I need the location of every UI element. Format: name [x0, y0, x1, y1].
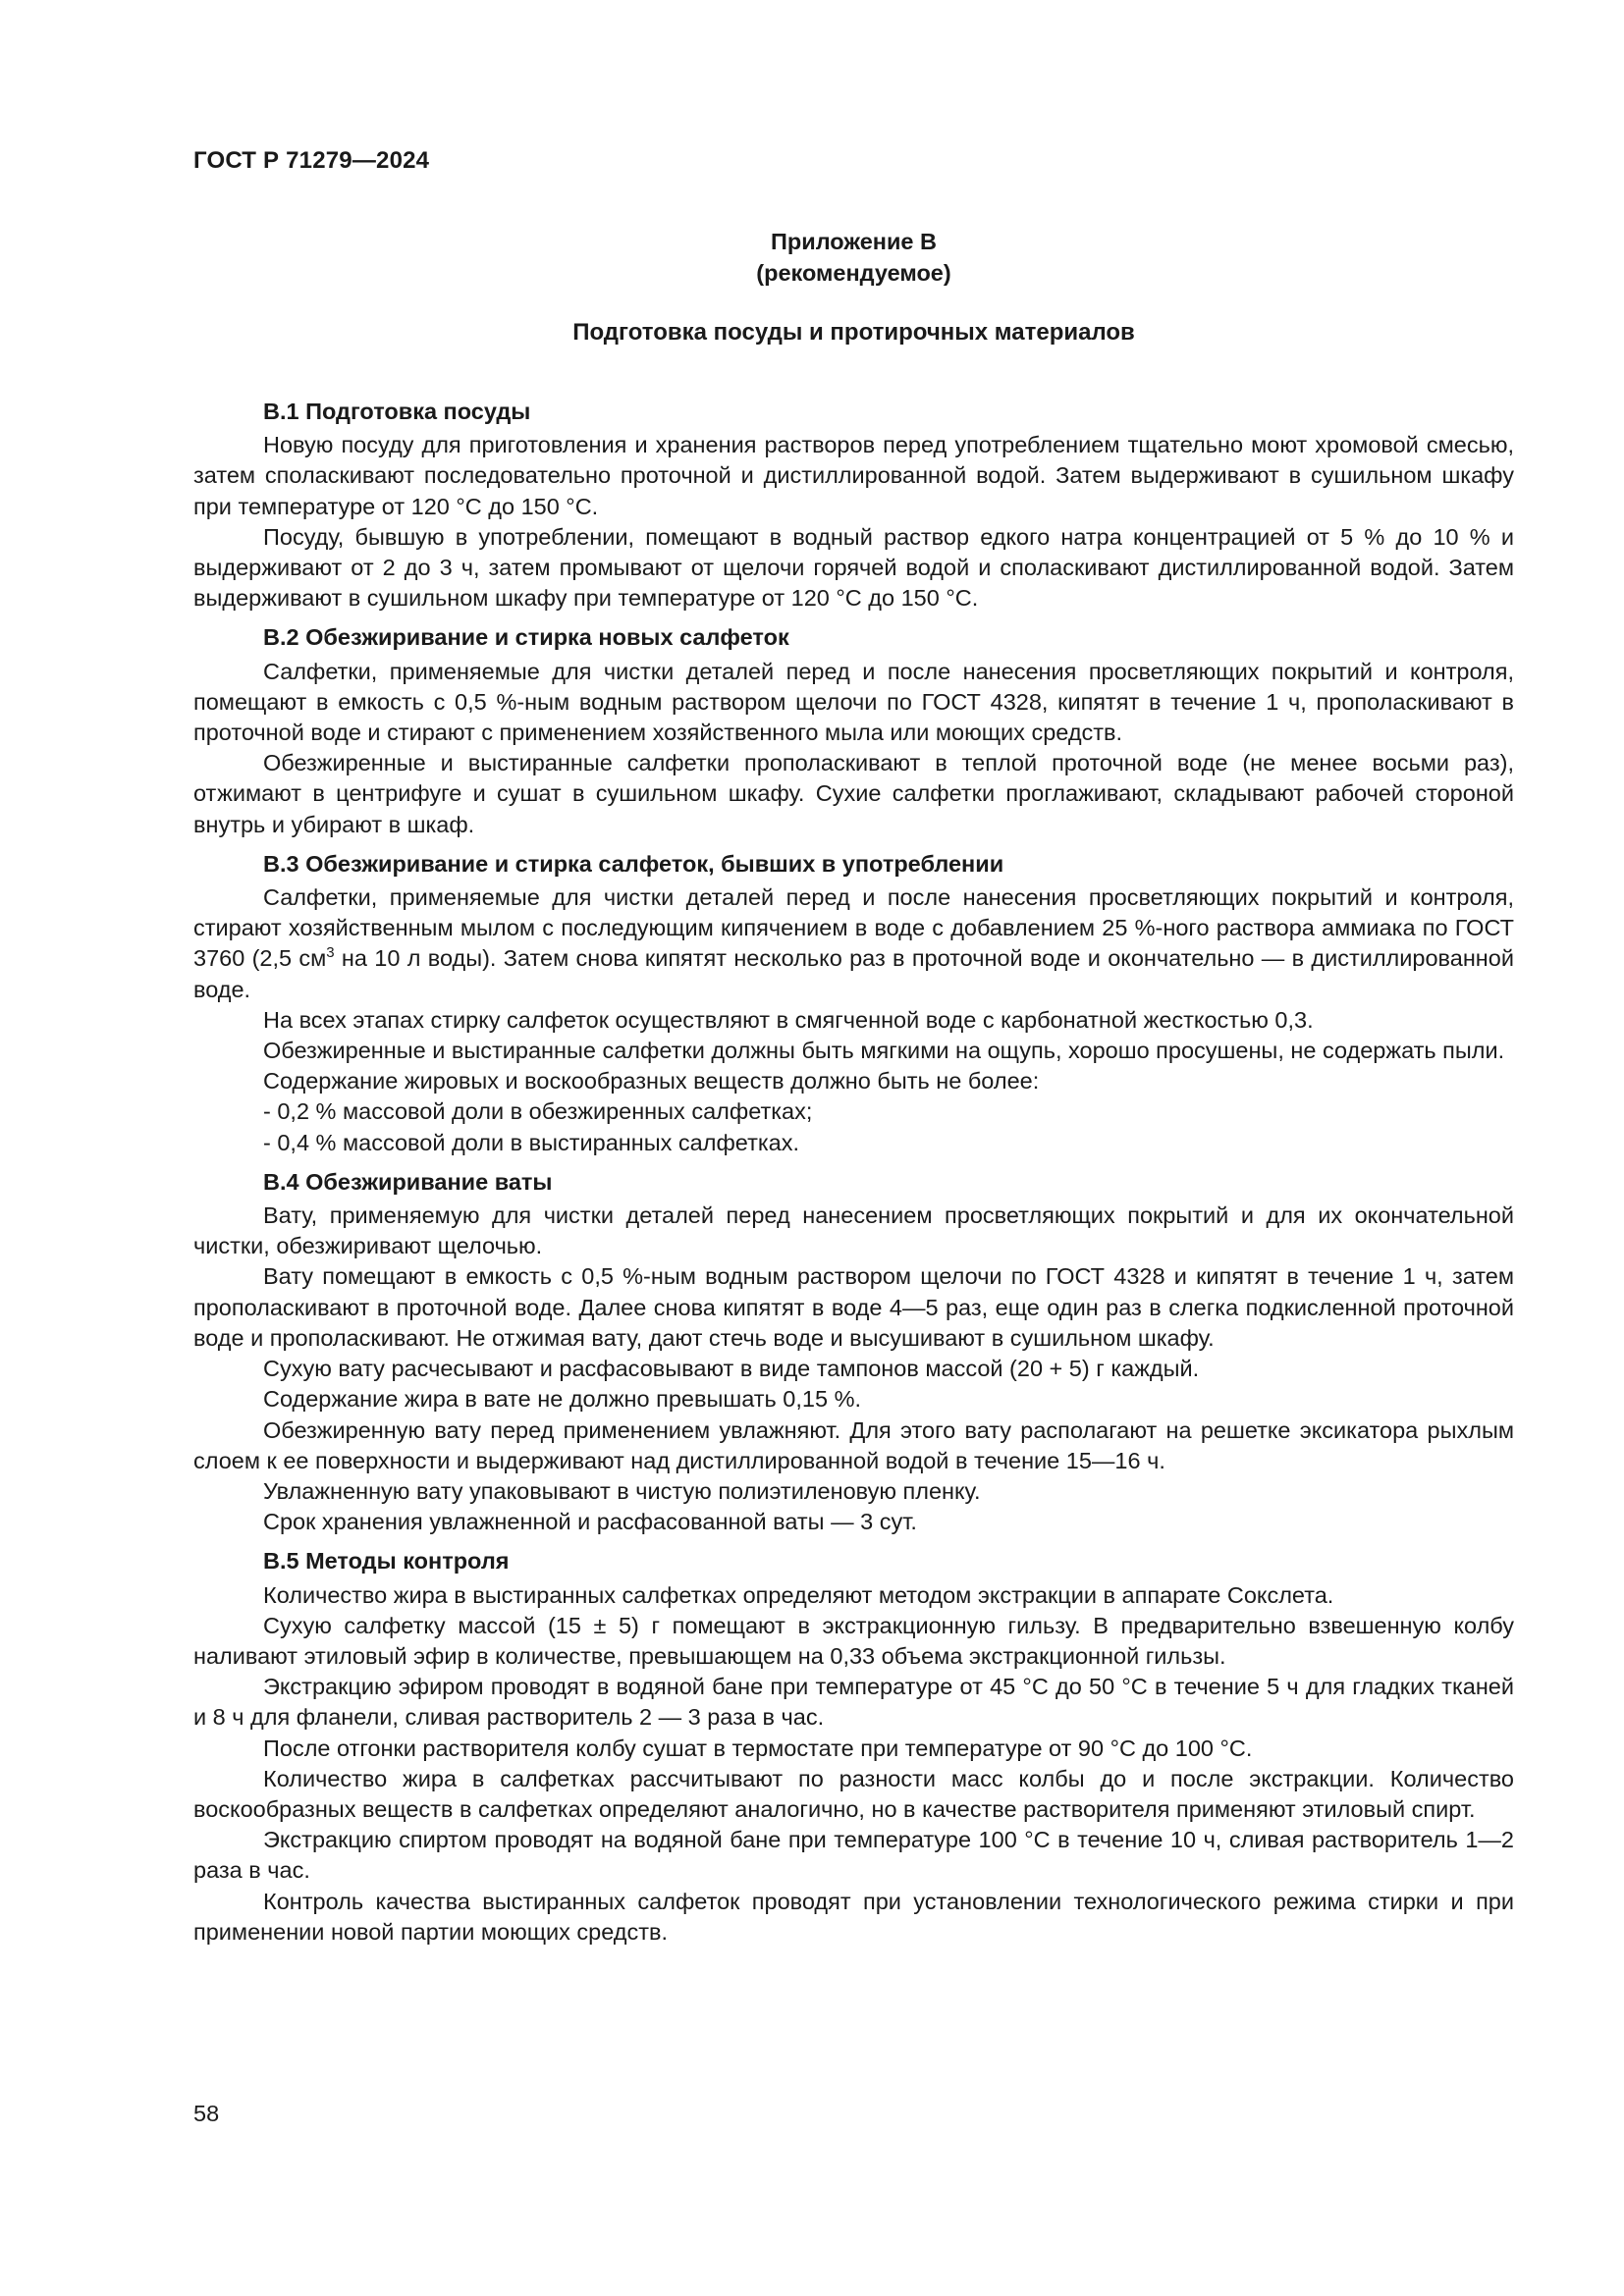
- paragraph: После отгонки растворителя колбу сушат в термостате при температуре от 90 °С до 100 °С.: [263, 1735, 1253, 1761]
- paragraph: Экстракцию эфиром проводят в водяной бане при температуре от 45 °С до 50 °С в течение 5 ч для гладких тканей и 8 ч для фланели, сливая растворитель 2 — 3 раза в час.: [193, 1674, 1514, 1731]
- paragraph: Сухую вату расчесывают и расфасовывают в виде тампонов массой (20 + 5) г каждый.: [263, 1356, 1200, 1382]
- paragraph: Увлажненную вату упаковывают в чистую полиэтиленовую пленку.: [263, 1477, 981, 1504]
- appendix-status: (рекомендуемое): [756, 260, 951, 286]
- paragraph: Экстракцию спиртом проводят на водяной бане при температуре 100 °С в течение 10 ч, сливая растворитель 1—2 раза в час.: [193, 1827, 1514, 1884]
- list-item: - 0,2 % массовой доли в обезжиренных салфетках;: [263, 1098, 813, 1125]
- paragraph: Вату помещают в емкость с 0,5 %-ным водным раствором щелочи по ГОСТ 4328 и кипятят в течение 1 ч, затем прополаскивают в проточной воде. Далее снова кипятят в воде 4—5 раз, еще один раз в слегка подкисленной проточной воде и прополаскивают. Не отжимая вату, дают стечь воде и высушивают в сушильном шкафу.: [193, 1263, 1514, 1351]
- paragraph: Количество жира в салфетках рассчитывают по разности масс колбы до и после экстракции. Количество воскообразных веществ в салфетках определяют аналогично, но в качестве растворителя применяют этиловый спирт.: [193, 1765, 1514, 1822]
- section-heading: В.2 Обезжиривание и стирка новых салфеток: [263, 624, 789, 651]
- paragraph: Вату, применяемую для чистки деталей перед нанесением просветляющих покрытий и для их окончательной чистки, обезжиривают щелочью.: [193, 1202, 1514, 1259]
- paragraph: Новую посуду для приготовления и хранения растворов перед употреблением тщательно моют хромовой смесью, затем споласкивают последовательно проточной и дистиллированной водой. Затем выдерживают в сушильном шкафу при температуре от 120 °С до 150 °С.: [193, 432, 1514, 519]
- paragraph: Контроль качества выстиранных салфеток проводят при установлении технологического режима стирки и при применении новой партии моющих средств.: [193, 1888, 1514, 1945]
- appendix-label: Приложение В: [771, 229, 937, 254]
- paragraph: Посуду, бывшую в употреблении, помещают в водный раствор едкого натра концентрацией от 5 % до 10 % и выдерживают от 2 до 3 ч, затем промывают от щелочи горячей водой и споласкивают дистиллированной водой. Затем выдерживают в сушильном шкафу при температуре от 120 °С до 150 °С.: [193, 523, 1514, 612]
- section-b3: [193, 849, 1514, 1158]
- paragraph: Содержание жира в вате не должно превышать 0,15 %.: [263, 1386, 861, 1413]
- document-body: [193, 397, 1514, 1948]
- appendix-heading: [193, 226, 1514, 289]
- paragraph: Салфетки, применяемые для чистки деталей перед и после нанесения просветляющих покрытий и контроля, помещают в емкость с 0,5 %-ным водным раствором щелочи по ГОСТ 4328, кипятят в течение 1 ч, прополаскивают в проточной воде и стирают с применением хозяйственного мыла или моющих средств.: [193, 658, 1514, 746]
- paragraph: Обезжиренную вату перед применением увлажняют. Для этого вату располагают на решетке эксикатора рыхлым слоем к ее поверхности и выдерживают над дистиллированной водой в течение 15—16 ч.: [193, 1416, 1514, 1473]
- paragraph-text: Салфетки, применяемые для чистки деталей перед и после нанесения просветляющих покрытий и контроля, стирают хозяйственным мылом с последующим кипячением в воде с добавлением 25 %-ного раствора аммиака по ГОСТ 3760 (2,5 см: [193, 884, 1514, 972]
- paragraph: Количество жира в выстиранных салфетках определяют методом экстракции в аппарате Сокслета.: [263, 1581, 1334, 1608]
- section-b2: [193, 622, 1514, 839]
- section-b4: [193, 1167, 1514, 1537]
- paragraph: Содержание жировых и воскообразных веществ должно быть не более:: [263, 1068, 1040, 1095]
- document-code: ГОСТ Р 71279—2024: [193, 147, 430, 174]
- section-heading: В.5 Методы контроля: [263, 1548, 510, 1575]
- paragraph-text: на 10 л воды). Затем снова кипятят несколько раз в проточной воде и окончательно — в дистиллированной воде.: [193, 945, 1514, 1002]
- section-heading: В.3 Обезжиривание и стирка салфеток, бывших в употреблении: [263, 850, 1004, 877]
- paragraph: [193, 882, 1514, 1005]
- section-heading: В.1 Подготовка посуды: [263, 399, 531, 424]
- section-b5: [193, 1546, 1514, 1948]
- section-heading: В.4 Обезжиривание ваты: [263, 1168, 553, 1195]
- paragraph: На всех этапах стирку салфеток осуществляют в смягченной воде с карбонатной жесткостью 0,3.: [263, 1006, 1314, 1033]
- paragraph: Сухую салфетку массой (15 ± 5) г помещают в экстракционную гильзу. В предварительно взвешенную колбу наливают этиловый эфир в количестве, превышающем на 0,33 объема экстракционной гильзы.: [193, 1612, 1514, 1669]
- section-b1: [193, 397, 1514, 614]
- paragraph: Обезжиренные и выстиранные салфетки прополаскивают в теплой проточной воде (не менее восьми раз), отжимают в центрифуге и сушат в сушильном шкафу. Сухие салфетки проглаживают, складывают рабочей стороной внутрь и убирают в шкаф.: [193, 750, 1514, 837]
- paragraph: Срок хранения увлажненной и расфасованной ваты — 3 сут.: [263, 1509, 917, 1535]
- list-item: - 0,4 % массовой доли в выстиранных салфетках.: [263, 1129, 799, 1155]
- paragraph: Обезжиренные и выстиранные салфетки должны быть мягкими на ощупь, хорошо просушены, не содержать пыли.: [263, 1038, 1505, 1064]
- superscript: 3: [326, 944, 335, 962]
- appendix-title: Подготовка посуды и протирочных материалов: [572, 319, 1135, 346]
- page-number: 58: [193, 2101, 220, 2126]
